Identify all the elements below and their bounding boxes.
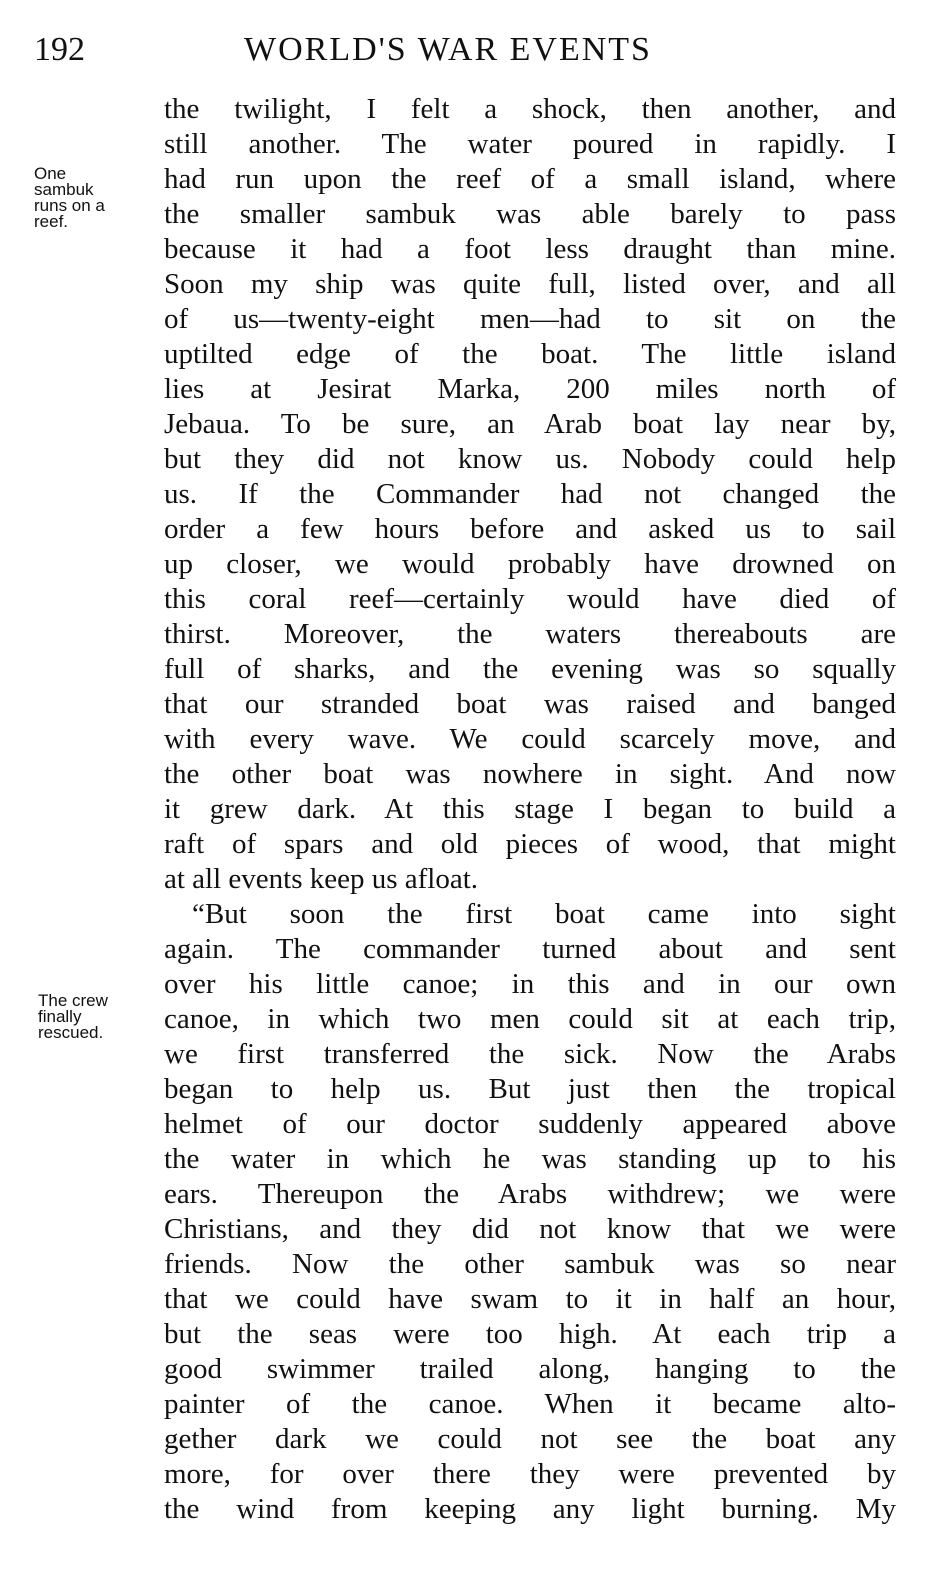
body-line: “But soon the first boat came into sight [192, 898, 896, 930]
page-number: 192 [34, 31, 85, 68]
body-line: Soon my ship was quite full, listed over, and all [164, 268, 896, 300]
body-line: helmet of our doctor suddenly appeared above [164, 1108, 896, 1140]
body-line: that we could have swam to it in half an hour, [164, 1283, 896, 1315]
margin-note-line: The crew [38, 991, 108, 1010]
body-line: it grew dark. At this stage I began to build a [164, 793, 896, 825]
body-line: Christians, and they did not know that we were [164, 1213, 896, 1245]
body-line: of us—twenty-eight men—had to sit on the [164, 303, 896, 335]
body-line: thirst. Moreover, the waters thereabouts are [164, 618, 896, 650]
body-line: friends. Now the other sambuk was so near [164, 1248, 896, 1280]
body-line: but the seas were too high. At each trip a [164, 1318, 896, 1350]
body-line: we first transferred the sick. Now the Arabs [164, 1038, 896, 1070]
body-line: this coral reef—certainly would have died of [164, 583, 896, 615]
body-line: because it had a foot less draught than mine. [164, 233, 896, 265]
body-line: full of sharks, and the evening was so squally [164, 653, 896, 685]
margin-note-line: reef. [34, 212, 69, 231]
body-line: with every wave. We could scarcely move, and [164, 723, 896, 755]
body-line: the twilight, I felt a shock, then another, and [164, 93, 896, 125]
body-line: lies at Jesirat Marka, 200 miles north of [164, 373, 896, 405]
body-line: the wind from keeping any light burning. My [164, 1493, 896, 1525]
page-header [34, 26, 914, 74]
body-line: at all events keep us afloat. [164, 863, 479, 895]
margin-note-line: One [34, 164, 67, 183]
body-line: raft of spars and old pieces of wood, that might [164, 828, 896, 860]
body-line: that our stranded boat was raised and banged [164, 688, 896, 720]
margin-note-line: rescued. [38, 1023, 104, 1042]
margin-note-line: sambuk [34, 180, 94, 199]
margin-note-reef [34, 166, 105, 230]
body-line: still another. The water poured in rapidly. I [164, 128, 896, 160]
body-line: gether dark we could not see the boat any [164, 1423, 896, 1455]
body-line: but they did not know us. Nobody could help [164, 443, 896, 475]
body-line: us. If the Commander had not changed the [164, 478, 896, 510]
margin-note-line: runs on a [34, 196, 105, 215]
body-line: the water in which he was standing up to his [164, 1143, 896, 1175]
body-line: began to help us. But just then the tropical [164, 1073, 896, 1105]
body-line: had run upon the reef of a small island, where [164, 163, 896, 195]
body-line: good swimmer trailed along, hanging to the [164, 1353, 896, 1385]
body-line: up closer, we would probably have drowned on [164, 548, 896, 580]
body-line: the other boat was nowhere in sight. And now [164, 758, 896, 790]
body-line: again. The commander turned about and sent [164, 933, 896, 965]
body-line: painter of the canoe. When it became alto- [164, 1388, 896, 1420]
body-line: Jebaua. To be sure, an Arab boat lay near by, [164, 408, 896, 440]
body-line: uptilted edge of the boat. The little island [164, 338, 896, 370]
body-line: the smaller sambuk was able barely to pass [164, 198, 896, 230]
body-line: ears. Thereupon the Arabs withdrew; we were [164, 1178, 896, 1210]
margin-note-line: finally [38, 1007, 82, 1026]
body-line: over his little canoe; in this and in our own [164, 968, 896, 1000]
body-line: more, for over there they were prevented by [164, 1458, 896, 1490]
body-line: order a few hours before and asked us to sail [164, 513, 896, 545]
body-line: canoe, in which two men could sit at each trip, [164, 1003, 896, 1035]
margin-note-rescue [38, 993, 108, 1041]
running-head: WORLD'S WAR EVENTS [244, 31, 652, 68]
